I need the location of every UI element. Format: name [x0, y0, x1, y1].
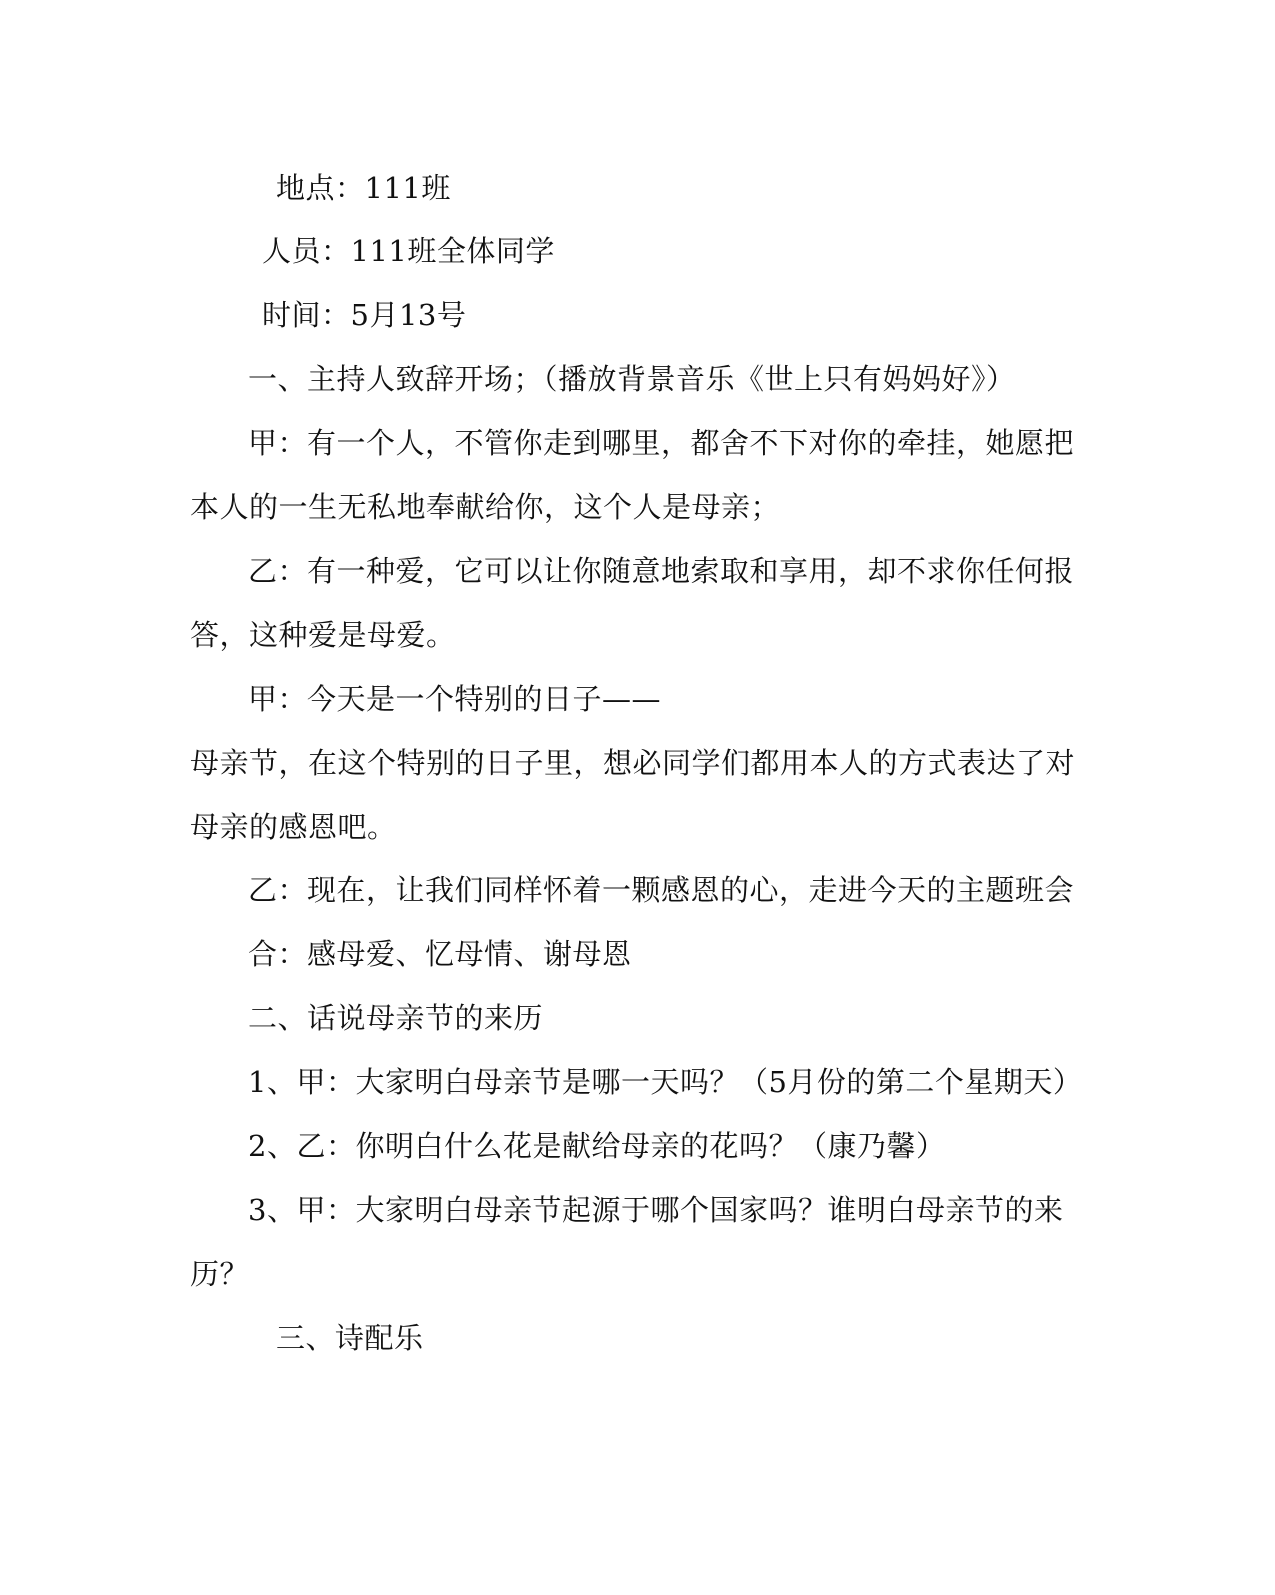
list-item: 1、甲：大家明白母亲节是哪一天吗？（5月份的第二个星期天） [248, 1065, 1083, 1099]
section-1-heading: 一、主持人致辞开场；（播放背景音乐《世上只有妈妈好》） [248, 362, 1016, 396]
paragraph-line: 母亲节，在这个特别的日子里，想必同学们都用本人的方式表达了对 [190, 746, 1076, 780]
paragraph-line: 合：感母爱、忆母情、谢母恩 [248, 937, 632, 971]
time-line: 时间：5月13号 [262, 298, 467, 332]
paragraph-line: 乙：现在，让我们同样怀着一颗感恩的心，走进今天的主题班会 [248, 873, 1075, 907]
paragraph-line: 甲：有一个人，不管你走到哪里，都舍不下对你的牵挂，她愿把 [248, 426, 1075, 460]
participants-line: 人员：111班全体同学 [262, 234, 555, 268]
list-item: 2、乙：你明白什么花是献给母亲的花吗？（康乃馨） [248, 1129, 946, 1163]
location-line: 地点：111班 [276, 171, 451, 205]
paragraph-line: 答，这种爱是母爱。 [190, 618, 456, 652]
paragraph-line: 母亲的感恩吧。 [190, 810, 397, 844]
section-2-heading: 二、话说母亲节的来历 [248, 1001, 544, 1035]
section-3-heading: 三、诗配乐 [276, 1321, 424, 1355]
paragraph-line: 乙：有一种爱，它可以让你随意地索取和享用，却不求你任何报 [248, 554, 1075, 588]
paragraph-line: 本人的一生无私地奉献给你，这个人是母亲； [190, 490, 781, 524]
list-item: 3、甲：大家明白母亲节起源于哪个国家吗？谁明白母亲节的来 [248, 1193, 1064, 1227]
list-item-continuation: 历？ [190, 1257, 250, 1291]
paragraph-line: 甲：今天是一个特别的日子—— [248, 682, 662, 716]
